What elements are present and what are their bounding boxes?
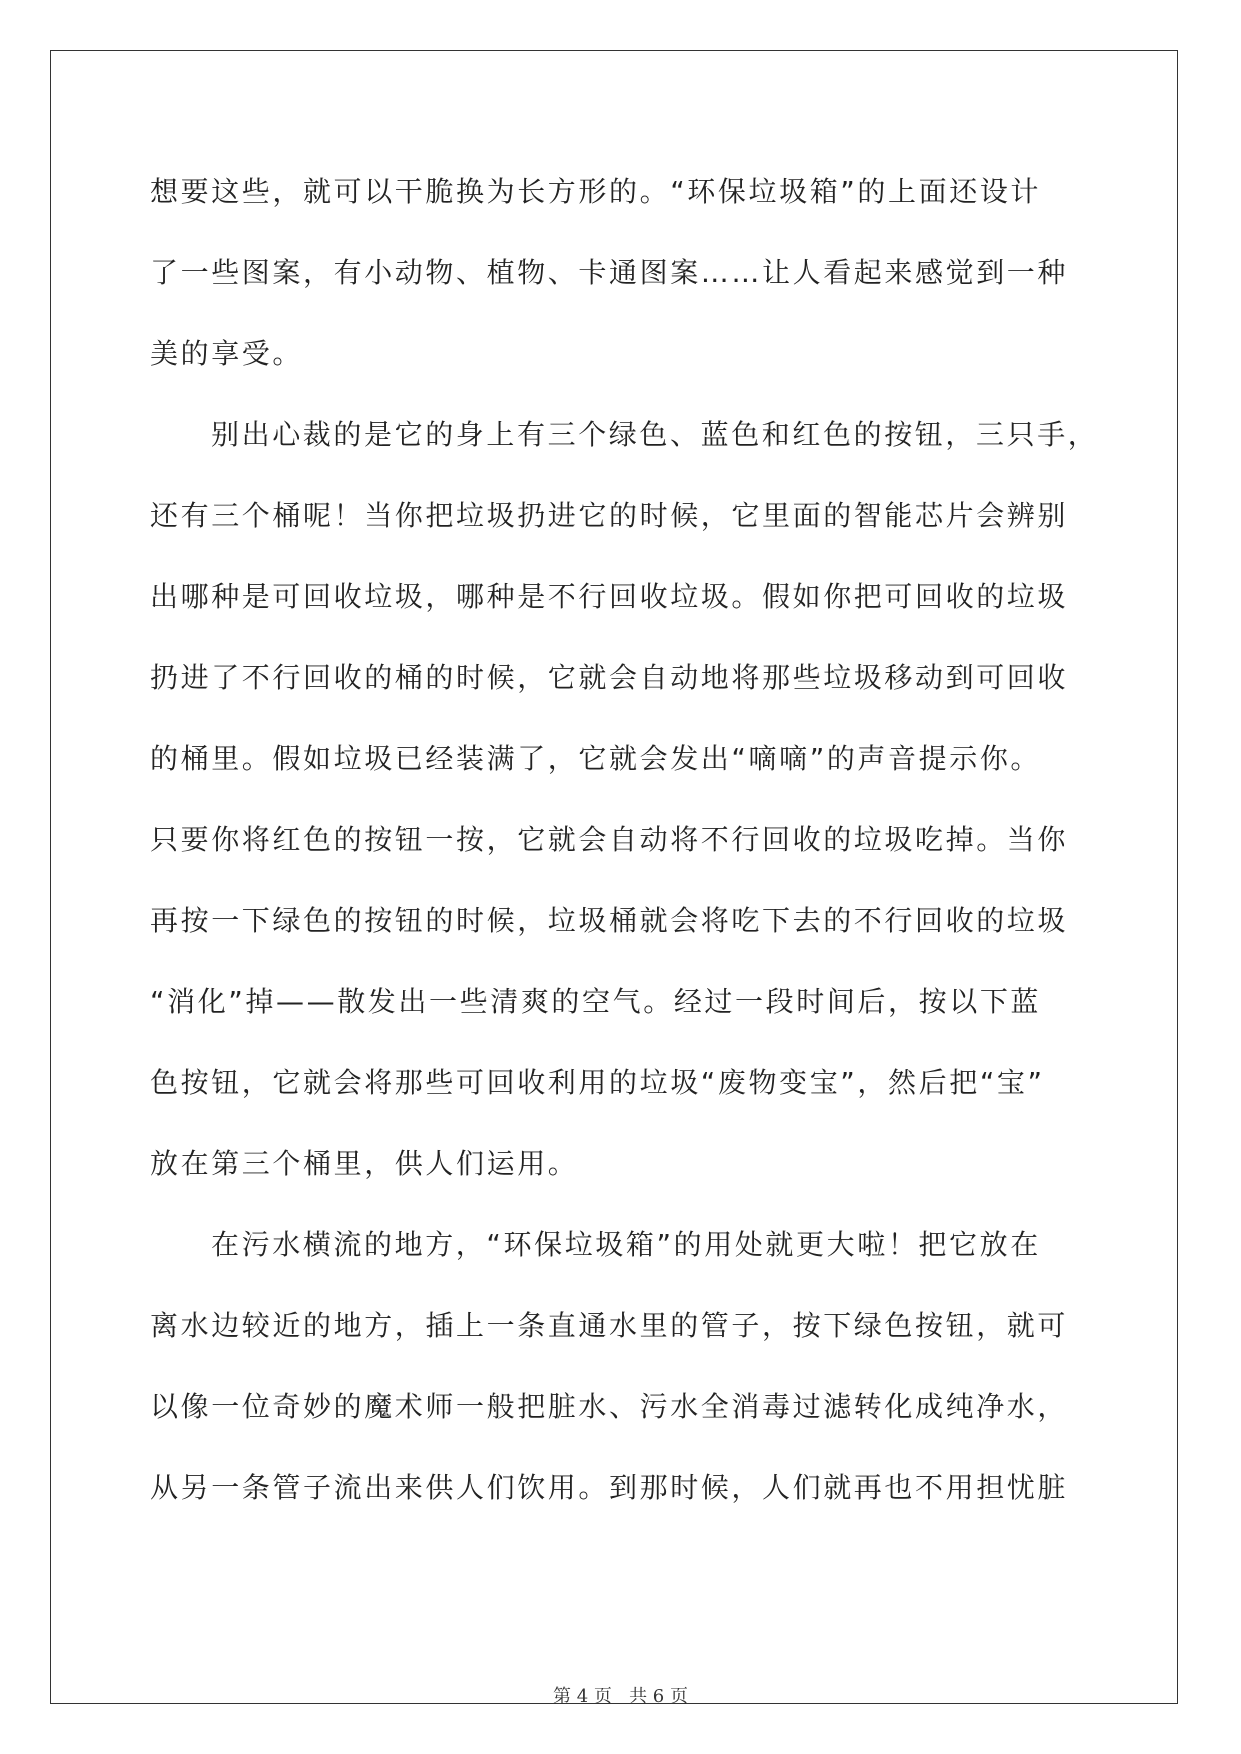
text-line: 还有三个桶呢！当你把垃圾扔进它的时候，它里面的智能芯片会辨别 bbox=[150, 499, 1069, 532]
text-line: 以像一位奇妙的魔术师一般把脏水、污水全消毒过滤转化成纯净水， bbox=[150, 1390, 1069, 1423]
text-line: 扔进了不行回收的桶的时候，它就会自动地将那些垃圾移动到可回收 bbox=[150, 661, 1069, 694]
text-line: 只要你将红色的按钮一按，它就会自动将不行回收的垃圾吃掉。当你 bbox=[150, 823, 1069, 856]
text-line: “消化”掉——散发出一些清爽的空气。经过一段时间后，按以下蓝 bbox=[150, 985, 1042, 1018]
text-line: 别出心裁的是它的身上有三个绿色、蓝色和红色的按钮，三只手， bbox=[211, 418, 1099, 451]
text-line: 出哪种是可回收垃圾，哪种是不行回收垃圾。假如你把可回收的垃圾 bbox=[150, 580, 1069, 613]
text-line: 美的享受。 bbox=[150, 337, 304, 370]
text-line: 的桶里。假如垃圾已经装满了，它就会发出“嘀嘀”的声音提示你。 bbox=[150, 742, 1042, 775]
page-border bbox=[50, 50, 1178, 1704]
text-line: 再按一下绿色的按钮的时候，垃圾桶就会将吃下去的不行回收的垃圾 bbox=[150, 904, 1069, 937]
text-line: 离水边较近的地方，插上一条直通水里的管子，按下绿色按钮，就可 bbox=[150, 1309, 1069, 1342]
page-number: 第 4 页 bbox=[553, 1686, 612, 1707]
text-line: 了一些图案，有小动物、植物、卡通图案……让人看起来感觉到一种 bbox=[150, 256, 1069, 289]
text-line: 在污水横流的地方，“环保垃圾箱”的用处就更大啦！把它放在 bbox=[211, 1228, 1041, 1261]
text-line: 色按钮，它就会将那些可回收利用的垃圾“废物变宝”，然后把“宝” bbox=[150, 1066, 1045, 1099]
page-total: 共 6 页 bbox=[629, 1686, 688, 1707]
text-line: 从另一条管子流出来供人们饮用。到那时候，人们就再也不用担忧脏 bbox=[150, 1471, 1069, 1504]
text-line: 放在第三个桶里，供人们运用。 bbox=[150, 1147, 579, 1180]
page-footer bbox=[0, 1682, 1241, 1708]
text-line: 想要这些，就可以干脆换为长方形的。“环保垃圾箱”的上面还设计 bbox=[150, 175, 1042, 208]
